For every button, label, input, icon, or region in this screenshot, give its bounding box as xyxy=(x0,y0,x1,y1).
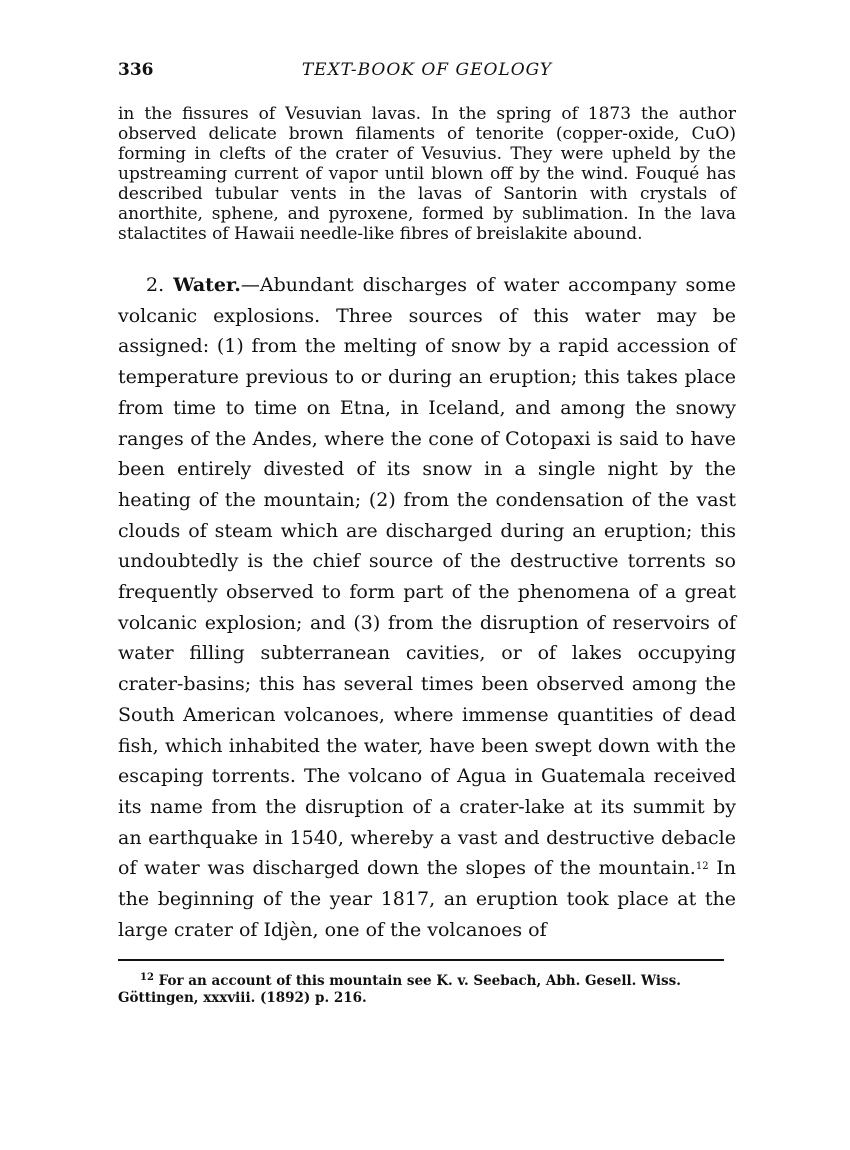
section-number: 2. xyxy=(146,274,165,296)
water-text-before-note: —Abundant discharges of water accompany some volcanic explosions. Three sources of this water may be assigned: (1) from the melting of snow by a rapid accession of temperature previous to or during an eruption; this takes place from time to time on Etna, in Iceland, and among the snowy ranges of the Andes, where the cone of Cotopaxi is said to have been entirely divested of its snow in a single night by the heating of the mountain; (2) from the condensation of the vast clouds of steam which are discharged during an eruption; this undoubtedly is the chief source of the destructive torrents so frequently observed to form part of the phenomena of a great volcanic explosion; and (3) from the disruption of reservoirs of water filling subterranean cavities, or of lakes occupying crater-basins; this has several times been observed among the South American volcanoes, where immense quantities of dead fish, which inhabited the water, have been swept down with the escaping torrents. The volcano of Agua in Guatemala received its name from the disruption of a crater-lake at its summit by an earthquake in 1540, whereby a vast and destructive debacle of water was discharged down the slopes of the mountain. xyxy=(118,274,736,880)
footnote-text: For an account of this mountain see K. v. Seebach, Abh. Gesell. Wiss. Göttingen, xxxviii. (1892) p. 216. xyxy=(118,973,681,1007)
footnote-divider xyxy=(118,959,724,961)
paragraph-sublimation: in the fissures of Vesuvian lavas. In the spring of 1873 the author observed delicate brown filaments of tenorite (copper-oxide, CuO) forming in clefts of the crater of Vesuvius. They were upheld by the upstreaming current of vapor until blown off by the wind. Fouqué has described tubular vents in the lavas of Santorin with crystals of anorthite, sphene, and pyroxene, formed by sublimation. In the lava stalactites of Hawaii needle-like fibres of breislakite abound. xyxy=(118,104,736,244)
running-head xyxy=(118,60,736,90)
book-page xyxy=(118,60,736,1007)
footnote-marker: 12 xyxy=(140,972,154,984)
footnote-reference[interactable]: 12 xyxy=(695,861,709,873)
footnote xyxy=(118,973,736,1007)
page-number: 336 xyxy=(118,60,154,80)
running-title: TEXT-BOOK OF GEOLOGY xyxy=(301,60,553,80)
paragraph-water xyxy=(118,270,736,945)
water-text-after-note: In the beginning of the year 1817, an eruption took place at the large crater of Idjèn, one of the volcanoes of xyxy=(118,857,736,941)
section-heading: Water. xyxy=(173,274,241,296)
